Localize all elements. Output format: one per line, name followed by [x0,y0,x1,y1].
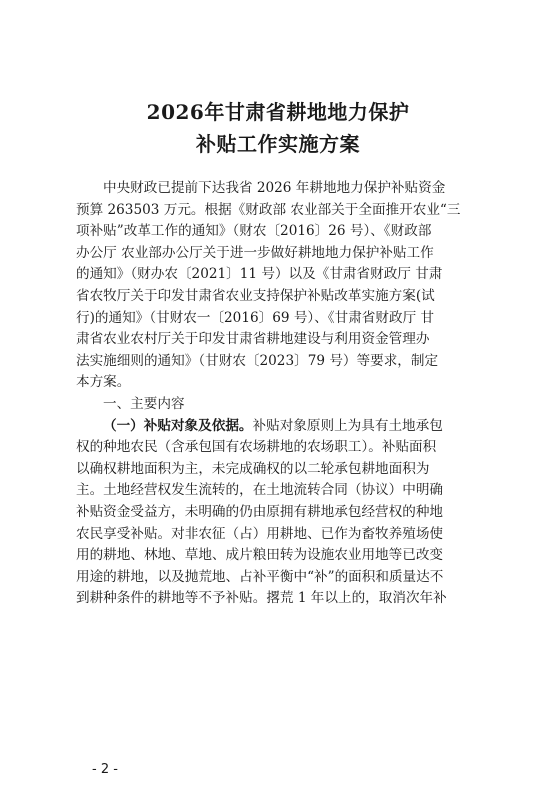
page-number: - 2 - [92,762,118,777]
body-line: 法实施细则的通知》（甘财农〔2023〕79 号）等要求，制定 [76,352,439,369]
body-line: 预算 263503 万元。根据《财政部 农业部关于全面推开农业“三 [76,201,461,218]
subsection-first-line [76,416,480,438]
body-line: 办公厅 农业部办公厅关于进一步做好耕地地力保护补贴工作 [76,244,434,261]
body-line: 肃省农业农村厅关于印发甘肃省耕地建设与利用资金管理办 [76,331,430,348]
document-title-line-2: 补贴工作实施方案 [196,132,360,156]
body-line: 补贴资金受益方，未明确的仍由原拥有耕地承包经营权的种地 [76,503,444,520]
body-line: 项补贴”改革工作的通知》（财农〔2016〕26 号）、《财政部 [76,223,432,240]
body-line: 以确权耕地面积为主，未完成确权的以二轮承包耕地面积为 [76,460,430,477]
body-line: 用途的耕地，以及抛荒地、占补平衡中“补”的面积和质量达不 [76,568,444,585]
body-line: 权的种地农民（含承包国有农场耕地的农场职工）。补贴面积 [76,439,437,456]
body-line: 行)的通知》（甘财农一〔2016〕69 号）、《甘肃省财政厅 甘 [76,309,435,326]
body-line: 本方案。 [76,374,131,391]
subsection-heading: （一）补贴对象及依据。 [103,417,253,434]
body-line: 农民享受补贴。对非农征（占）用耕地、已作为畜牧养殖场使 [76,525,444,542]
body-line: 用的耕地、林地、草地、成片粮田转为设施农业用地等已改变 [76,547,444,564]
body-line: 主。土地经营权发生流转的，在土地流转合同（协议）中明确 [76,482,444,499]
body-line: 中央财政已提前下达我省 2026 年耕地地力保护补贴资金 [103,180,446,196]
body-line: 的通知》（财办农〔2021〕11 号）以及《甘肃省财政厅 甘肃 [76,266,443,283]
body-line: 到耕种条件的耕地等不予补贴。撂荒 1 年以上的，取消次年补 [76,590,447,607]
document-body [76,178,480,610]
section-heading: 一、主要内容 [103,395,185,412]
subsection-first-line-text: 补贴对象原则上为具有土地承包 [252,417,443,434]
document-title-line-1: 2026年甘肃省耕地地力保护 [146,100,410,124]
body-line: 省农牧厅关于印发甘肃省农业支持保护补贴改革实施方案(试 [76,287,435,304]
